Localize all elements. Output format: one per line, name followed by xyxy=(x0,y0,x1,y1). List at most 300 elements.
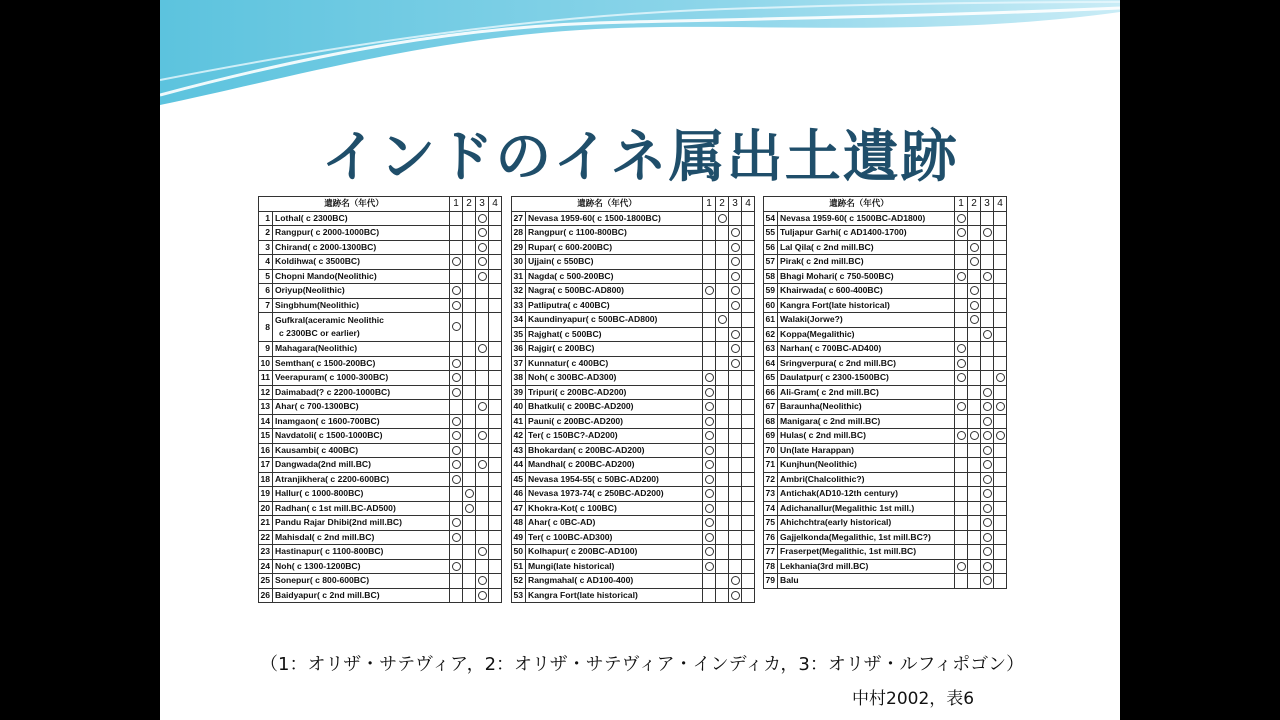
species-2-cell xyxy=(716,443,729,458)
species-3-cell xyxy=(981,313,994,328)
species-3-cell xyxy=(729,385,742,400)
species-4-cell xyxy=(994,429,1007,444)
species-2-cell xyxy=(463,414,476,429)
table-column-1 xyxy=(258,196,502,603)
site-name: Pauni( c 200BC-AD200) xyxy=(526,414,703,429)
species-4-cell xyxy=(489,298,502,313)
species-2-cell xyxy=(716,429,729,444)
site-name: Daulatpur( c 2300-1500BC) xyxy=(778,371,955,386)
species-2-cell xyxy=(463,269,476,284)
species-2-cell xyxy=(716,342,729,357)
table-row xyxy=(512,559,755,574)
presence-circle-icon xyxy=(983,518,992,527)
table-row xyxy=(512,429,755,444)
species-4-cell xyxy=(742,559,755,574)
species-1-cell xyxy=(450,313,463,342)
presence-circle-icon xyxy=(970,315,979,324)
table-row xyxy=(764,574,1007,589)
species-2-cell xyxy=(463,516,476,531)
table-row xyxy=(764,443,1007,458)
species-2-cell xyxy=(716,472,729,487)
presence-circle-icon xyxy=(970,243,979,252)
presence-circle-icon xyxy=(718,214,727,223)
site-name: Ter( c 150BC?-AD200) xyxy=(526,429,703,444)
citation: 中村2002，表6 xyxy=(852,689,975,709)
site-name: Khairwada( c 600-400BC) xyxy=(778,284,955,299)
species-3-cell xyxy=(981,458,994,473)
species-1-cell xyxy=(450,530,463,545)
site-number: 56 xyxy=(764,240,778,255)
table-row xyxy=(259,400,502,415)
table-row xyxy=(764,516,1007,531)
species-2-cell xyxy=(463,429,476,444)
species-1-cell xyxy=(955,342,968,357)
site-number: 73 xyxy=(764,487,778,502)
species-1-cell xyxy=(450,298,463,313)
site-name: Gajjelkonda(Megalithic, 1st mill.BC?) xyxy=(778,530,955,545)
species-2-cell xyxy=(463,501,476,516)
species-1-cell xyxy=(450,284,463,299)
slide xyxy=(160,0,1120,720)
presence-circle-icon xyxy=(705,446,714,455)
site-number: 78 xyxy=(764,559,778,574)
site-number: 69 xyxy=(764,429,778,444)
site-name: Ahar( c 700-1300BC) xyxy=(273,400,450,415)
site-name: Sonepur( c 800-600BC) xyxy=(273,574,450,589)
table-row xyxy=(259,545,502,560)
species-3-cell xyxy=(981,487,994,502)
site-number: 15 xyxy=(259,429,273,444)
presence-circle-icon xyxy=(731,272,740,281)
site-number: 75 xyxy=(764,516,778,531)
species-2-cell xyxy=(463,298,476,313)
table-row xyxy=(259,240,502,255)
site-number: 55 xyxy=(764,226,778,241)
species-4-cell xyxy=(994,298,1007,313)
presence-circle-icon xyxy=(983,388,992,397)
species-4-cell xyxy=(489,211,502,226)
table-row xyxy=(512,487,755,502)
presence-circle-icon xyxy=(452,301,461,310)
species-3-cell xyxy=(981,574,994,589)
site-number: 9 xyxy=(259,342,273,357)
presence-circle-icon xyxy=(957,373,966,382)
table-row xyxy=(512,516,755,531)
species-2-cell xyxy=(716,240,729,255)
species-4-cell xyxy=(742,429,755,444)
species-1-cell xyxy=(955,545,968,560)
presence-circle-icon xyxy=(478,460,487,469)
site-name: Semthan( c 1500-200BC) xyxy=(273,356,450,371)
presence-circle-icon xyxy=(983,576,992,585)
species-2-cell xyxy=(463,458,476,473)
species-2-cell xyxy=(463,211,476,226)
species-3-cell xyxy=(981,443,994,458)
site-number: 8 xyxy=(259,313,273,342)
table-row xyxy=(259,342,502,357)
species-2-cell xyxy=(463,371,476,386)
species-2-cell xyxy=(716,313,729,328)
presence-circle-icon xyxy=(705,460,714,469)
site-number: 10 xyxy=(259,356,273,371)
species-1-cell xyxy=(703,458,716,473)
site-number: 63 xyxy=(764,342,778,357)
species-3-cell xyxy=(476,226,489,241)
site-name: Mahisdal( c 2nd mill.BC) xyxy=(273,530,450,545)
species-3-cell xyxy=(729,400,742,415)
header-c1: 1 xyxy=(703,197,716,212)
presence-circle-icon xyxy=(731,228,740,237)
species-2-cell xyxy=(716,516,729,531)
site-name: Kunjhun(Neolithic) xyxy=(778,458,955,473)
species-1-cell xyxy=(703,400,716,415)
table-row xyxy=(512,385,755,400)
table-row xyxy=(259,298,502,313)
species-2-cell xyxy=(716,327,729,342)
species-3-cell xyxy=(981,356,994,371)
presence-circle-icon xyxy=(465,504,474,513)
table-row xyxy=(512,240,755,255)
presence-circle-icon xyxy=(452,257,461,266)
species-2-cell xyxy=(716,298,729,313)
species-3-cell xyxy=(476,588,489,603)
species-4-cell xyxy=(489,226,502,241)
site-number: 34 xyxy=(512,313,526,328)
species-1-cell xyxy=(450,429,463,444)
presence-circle-icon xyxy=(465,489,474,498)
site-number: 66 xyxy=(764,385,778,400)
species-2-cell xyxy=(463,574,476,589)
table-row xyxy=(259,429,502,444)
site-number: 36 xyxy=(512,342,526,357)
species-3-cell xyxy=(476,269,489,284)
species-2-cell xyxy=(968,284,981,299)
presence-circle-icon xyxy=(452,417,461,426)
species-3-cell xyxy=(729,443,742,458)
species-1-cell xyxy=(450,211,463,226)
site-name: Pandu Rajar Dhibi(2nd mill.BC) xyxy=(273,516,450,531)
species-1-cell xyxy=(450,501,463,516)
species-4-cell xyxy=(994,501,1007,516)
presence-circle-icon xyxy=(452,460,461,469)
site-number: 41 xyxy=(512,414,526,429)
site-name: Khokra-Kot( c 100BC) xyxy=(526,501,703,516)
species-4-cell xyxy=(742,400,755,415)
species-4-cell xyxy=(994,414,1007,429)
table-row xyxy=(259,211,502,226)
species-1-cell xyxy=(450,414,463,429)
species-3-cell xyxy=(729,545,742,560)
site-name: Narhan( c 700BC-AD400) xyxy=(778,342,955,357)
table-row xyxy=(764,269,1007,284)
site-number: 65 xyxy=(764,371,778,386)
presence-circle-icon xyxy=(983,402,992,411)
site-name: Koldihwa( c 3500BC) xyxy=(273,255,450,270)
header-c3: 3 xyxy=(729,197,742,212)
slide-title: インドのイネ属出土遺跡 xyxy=(321,125,959,190)
species-1-cell xyxy=(703,327,716,342)
species-1-cell xyxy=(703,226,716,241)
site-name: Noh( c 300BC-AD300) xyxy=(526,371,703,386)
header-c2: 2 xyxy=(968,197,981,212)
species-1-cell xyxy=(450,240,463,255)
table-column-3 xyxy=(763,196,1007,589)
species-2-cell xyxy=(716,371,729,386)
species-2-cell xyxy=(463,284,476,299)
site-name: Radhan( c 1st mill.BC-AD500) xyxy=(273,501,450,516)
table-row xyxy=(764,371,1007,386)
species-1-cell xyxy=(955,269,968,284)
site-name: Nevasa 1959-60( c 1500-1800BC) xyxy=(526,211,703,226)
species-1-cell xyxy=(955,458,968,473)
presence-circle-icon xyxy=(996,431,1005,440)
species-4-cell xyxy=(489,342,502,357)
species-2-cell xyxy=(463,545,476,560)
table-row xyxy=(259,226,502,241)
species-1-cell xyxy=(703,516,716,531)
species-3-cell xyxy=(729,472,742,487)
species-2-cell xyxy=(716,458,729,473)
table-row xyxy=(259,559,502,574)
species-1-cell xyxy=(955,298,968,313)
species-1-cell xyxy=(450,472,463,487)
species-3-cell xyxy=(729,240,742,255)
presence-circle-icon xyxy=(983,504,992,513)
table-row xyxy=(259,530,502,545)
site-name: Nevasa 1954-55( c 50BC-AD200) xyxy=(526,472,703,487)
table-row xyxy=(512,574,755,589)
species-2-cell xyxy=(968,211,981,226)
table-row xyxy=(512,356,755,371)
species-3-cell xyxy=(476,487,489,502)
site-name: Antichak(AD10-12th century) xyxy=(778,487,955,502)
species-3-cell xyxy=(729,574,742,589)
species-1-cell xyxy=(955,211,968,226)
site-name: Baraunha(Neolithic) xyxy=(778,400,955,415)
species-2-cell xyxy=(716,530,729,545)
species-4-cell xyxy=(489,269,502,284)
species-4-cell xyxy=(994,342,1007,357)
species-2-cell xyxy=(463,385,476,400)
species-2-cell xyxy=(716,414,729,429)
site-number: 31 xyxy=(512,269,526,284)
species-4-cell xyxy=(489,240,502,255)
site-number: 72 xyxy=(764,472,778,487)
site-name: Mandhal( c 200BC-AD200) xyxy=(526,458,703,473)
site-number: 30 xyxy=(512,255,526,270)
table-row xyxy=(764,240,1007,255)
species-3-cell xyxy=(729,487,742,502)
presence-circle-icon xyxy=(957,431,966,440)
species-2-cell xyxy=(716,487,729,502)
site-name: Noh( c 1300-1200BC) xyxy=(273,559,450,574)
site-number: 14 xyxy=(259,414,273,429)
site-name: Nevasa 1959-60( c 1500BC-AD1800) xyxy=(778,211,955,226)
site-number: 76 xyxy=(764,530,778,545)
species-1-cell xyxy=(450,400,463,415)
species-3-cell xyxy=(729,559,742,574)
site-number: 37 xyxy=(512,356,526,371)
presence-circle-icon xyxy=(705,402,714,411)
site-number: 2 xyxy=(259,226,273,241)
presence-circle-icon xyxy=(731,257,740,266)
species-4-cell xyxy=(994,211,1007,226)
presence-circle-icon xyxy=(452,388,461,397)
species-1-cell xyxy=(955,327,968,342)
site-number: 24 xyxy=(259,559,273,574)
species-4-cell xyxy=(742,269,755,284)
table-row xyxy=(764,211,1007,226)
species-3-cell xyxy=(981,516,994,531)
site-number: 32 xyxy=(512,284,526,299)
table-row xyxy=(512,269,755,284)
species-1-cell xyxy=(450,255,463,270)
site-number: 59 xyxy=(764,284,778,299)
site-name: Un(late Harappan) xyxy=(778,443,955,458)
table-row xyxy=(764,284,1007,299)
species-1-cell xyxy=(703,211,716,226)
table-row xyxy=(259,371,502,386)
presence-circle-icon xyxy=(705,431,714,440)
site-number: 46 xyxy=(512,487,526,502)
presence-circle-icon xyxy=(705,475,714,484)
table-row xyxy=(764,255,1007,270)
species-1-cell xyxy=(450,545,463,560)
species-1-cell xyxy=(955,240,968,255)
species-3-cell xyxy=(476,284,489,299)
species-2-cell xyxy=(968,240,981,255)
sites-table xyxy=(256,190,1082,632)
species-4-cell xyxy=(489,588,502,603)
species-2-cell xyxy=(968,429,981,444)
species-1-cell xyxy=(955,501,968,516)
species-4-cell xyxy=(994,385,1007,400)
table-row xyxy=(764,414,1007,429)
table-row xyxy=(764,559,1007,574)
table-row xyxy=(764,400,1007,415)
site-name: Singbhum(Neolithic) xyxy=(273,298,450,313)
presence-circle-icon xyxy=(983,446,992,455)
presence-circle-icon xyxy=(970,301,979,310)
presence-circle-icon xyxy=(452,518,461,527)
presence-circle-icon xyxy=(705,533,714,542)
presence-circle-icon xyxy=(718,315,727,324)
species-2-cell xyxy=(716,588,729,603)
species-2-cell xyxy=(716,211,729,226)
table-row xyxy=(259,269,502,284)
presence-circle-icon xyxy=(957,359,966,368)
table-row xyxy=(512,588,755,603)
species-2-cell xyxy=(968,414,981,429)
table-row xyxy=(764,530,1007,545)
species-3-cell xyxy=(729,588,742,603)
presence-circle-icon xyxy=(983,330,992,339)
table-header-row xyxy=(764,197,1007,212)
table-row xyxy=(259,385,502,400)
presence-circle-icon xyxy=(983,228,992,237)
species-3-cell xyxy=(981,559,994,574)
species-1-cell xyxy=(955,574,968,589)
species-1-cell xyxy=(703,269,716,284)
presence-circle-icon xyxy=(983,489,992,498)
site-name: Ali-Gram( c 2nd mill.BC) xyxy=(778,385,955,400)
table-row xyxy=(764,545,1007,560)
table-row xyxy=(512,255,755,270)
site-name: Dangwada(2nd mill.BC) xyxy=(273,458,450,473)
species-2-cell xyxy=(968,530,981,545)
species-1-cell xyxy=(703,559,716,574)
table-row xyxy=(764,298,1007,313)
site-number: 28 xyxy=(512,226,526,241)
species-3-cell xyxy=(729,516,742,531)
species-1-cell xyxy=(450,559,463,574)
species-3-cell xyxy=(981,429,994,444)
site-name: Ahichchtra(early historical) xyxy=(778,516,955,531)
table-row xyxy=(259,313,502,342)
species-3-cell xyxy=(476,211,489,226)
site-name: Ter( c 100BC-AD300) xyxy=(526,530,703,545)
species-2-cell xyxy=(716,226,729,241)
site-number: 51 xyxy=(512,559,526,574)
species-3-cell xyxy=(729,226,742,241)
table-row xyxy=(259,356,502,371)
table-header-row xyxy=(259,197,502,212)
species-4-cell xyxy=(489,400,502,415)
presence-circle-icon xyxy=(452,562,461,571)
presence-circle-icon xyxy=(452,431,461,440)
species-4-cell xyxy=(742,255,755,270)
species-1-cell xyxy=(703,545,716,560)
species-3-cell xyxy=(476,501,489,516)
species-4-cell xyxy=(742,371,755,386)
site-number: 52 xyxy=(512,574,526,589)
species-4-cell xyxy=(994,255,1007,270)
site-name: Baidyapur( c 2nd mill.BC) xyxy=(273,588,450,603)
species-3-cell xyxy=(729,313,742,328)
site-name: Manigara( c 2nd mill.BC) xyxy=(778,414,955,429)
species-3-cell xyxy=(476,313,489,342)
species-2-cell xyxy=(463,530,476,545)
site-number: 20 xyxy=(259,501,273,516)
species-1-cell xyxy=(450,588,463,603)
species-2-cell xyxy=(716,269,729,284)
table-row xyxy=(764,342,1007,357)
species-3-cell xyxy=(981,545,994,560)
site-name: Kangra Fort(late historical) xyxy=(778,298,955,313)
species-4-cell xyxy=(489,559,502,574)
presence-circle-icon xyxy=(705,518,714,527)
site-name: Rajghat( c 500BC) xyxy=(526,327,703,342)
site-number: 53 xyxy=(512,588,526,603)
presence-circle-icon xyxy=(731,576,740,585)
site-number: 60 xyxy=(764,298,778,313)
species-3-cell xyxy=(981,472,994,487)
presence-circle-icon xyxy=(705,562,714,571)
species-1-cell xyxy=(955,429,968,444)
table-row xyxy=(259,501,502,516)
presence-circle-icon xyxy=(983,562,992,571)
species-1-cell xyxy=(450,574,463,589)
species-4-cell xyxy=(994,313,1007,328)
species-1-cell xyxy=(703,240,716,255)
presence-circle-icon xyxy=(705,286,714,295)
species-4-cell xyxy=(489,501,502,516)
presence-circle-icon xyxy=(705,547,714,556)
species-2-cell xyxy=(463,313,476,342)
species-2-cell xyxy=(968,545,981,560)
table-row xyxy=(512,313,755,328)
species-2-cell xyxy=(463,443,476,458)
